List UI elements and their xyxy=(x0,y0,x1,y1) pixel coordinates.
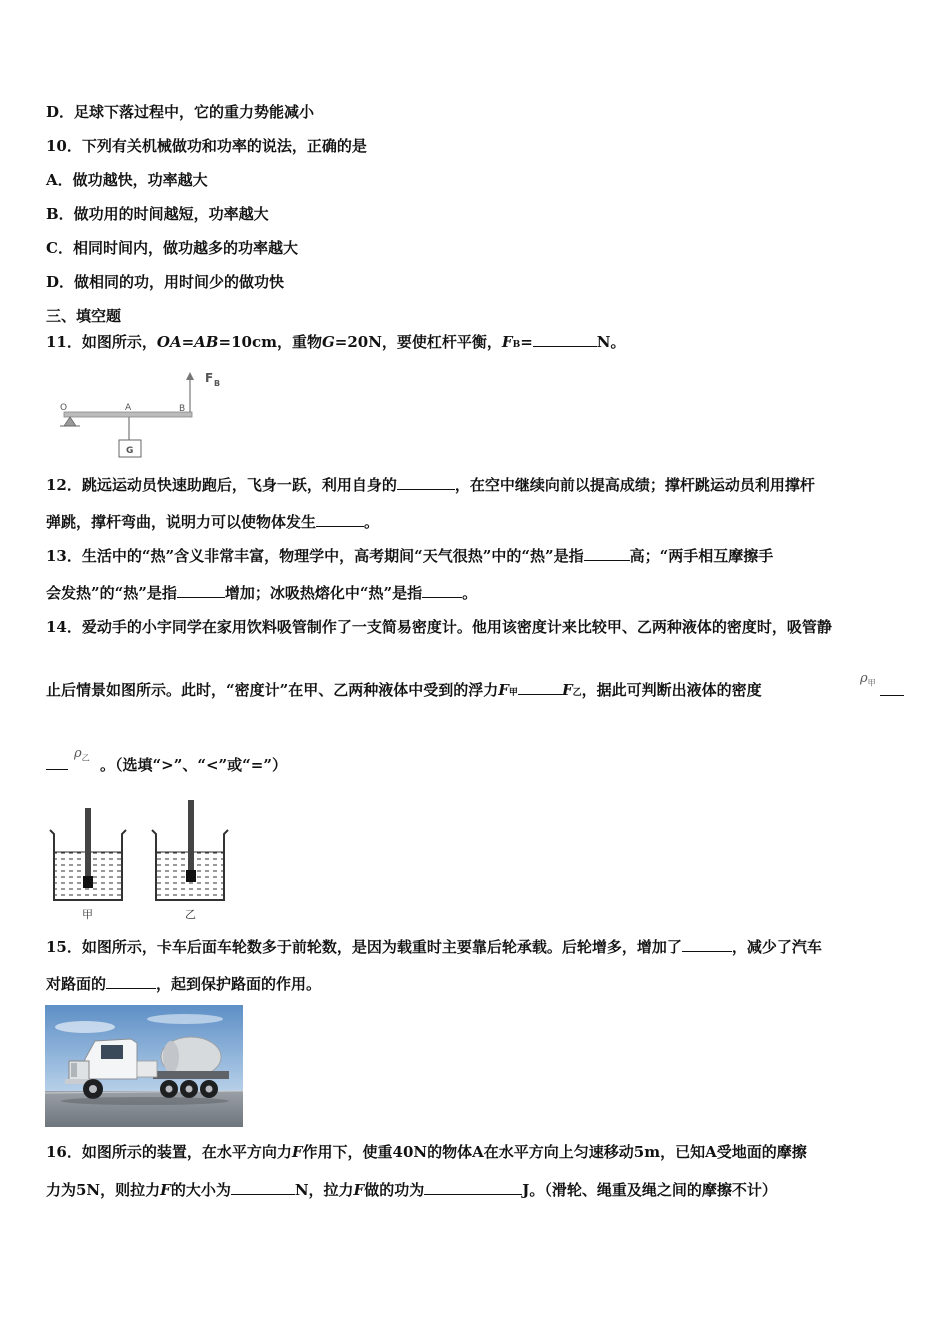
truck-photo xyxy=(45,1005,243,1127)
q16-f3: F xyxy=(353,1181,365,1199)
q14-f2-sub: 乙 xyxy=(572,688,582,698)
q12-d: 。 xyxy=(364,513,380,531)
option-a-q10: A．做功越快，功率越大 xyxy=(46,171,208,189)
q14-f1-sub: 甲 xyxy=(508,688,518,698)
q16-c: 力为5N，则拉力 xyxy=(46,1181,161,1199)
q13-blank-1[interactable] xyxy=(584,546,630,561)
rho-yi-symbol: ρ xyxy=(74,746,82,761)
beaker-label-jia: 甲 xyxy=(82,908,93,921)
q11-g: G xyxy=(321,333,335,351)
question-16-line2 xyxy=(46,1180,777,1199)
option-d-q9: D．足球下落过程中，它的重力势能减小 xyxy=(46,103,315,121)
rho-yi xyxy=(74,746,90,764)
rho-yi-sub: 乙 xyxy=(81,753,90,763)
question-11 xyxy=(46,332,625,354)
q16-blank-2[interactable] xyxy=(424,1180,522,1195)
question-12-line2 xyxy=(46,512,379,531)
q12-blank-2[interactable] xyxy=(316,512,364,527)
q13-blank-2[interactable] xyxy=(177,583,225,598)
q11-end: N。 xyxy=(596,333,626,351)
option-d-q10: D．做相同的功，用时间少的做功快 xyxy=(46,273,285,291)
lever-figure xyxy=(56,368,236,464)
q11-oa: OA xyxy=(156,333,182,351)
beaker-jia xyxy=(50,808,126,921)
question-12-line1 xyxy=(46,475,815,494)
q11-mid2: =20N，要使杠杆平衡， xyxy=(334,333,502,351)
q12-c: 弹跳，撑杆弯曲，说明力可以使物体发生 xyxy=(46,513,317,531)
lever-label-f: F xyxy=(205,371,214,385)
question-16-line1 xyxy=(46,1143,807,1161)
rho-jia-symbol: ρ xyxy=(860,671,868,686)
q14-c: ，据此可判断出液体的密度 xyxy=(581,681,762,699)
q14-blank-1[interactable] xyxy=(518,680,562,695)
beaker-yi xyxy=(152,800,228,921)
section-heading: 三、填空题 xyxy=(46,307,122,325)
q13-d: 增加；冰吸热熔化中“热”是指 xyxy=(224,584,423,602)
q15-blank-2[interactable] xyxy=(106,974,156,989)
question-15-line2 xyxy=(46,974,321,993)
q15-d: ，起到保护路面的作用。 xyxy=(156,975,322,993)
q14-blank-2b[interactable] xyxy=(46,755,68,770)
beakers-figure xyxy=(44,796,234,922)
q16-d: 的大小为 xyxy=(170,1181,231,1199)
q16-a: 16．如图所示的装置，在水平方向力 xyxy=(46,1143,292,1161)
q11-eq1: = xyxy=(181,333,195,351)
lever-label-o: O xyxy=(60,403,68,413)
option-b-q10: B．做功用的时间越短，功率越大 xyxy=(46,205,269,223)
q16-f1: F xyxy=(291,1143,303,1161)
q11-fb: F xyxy=(501,333,513,351)
q15-b: ，减少了汽车 xyxy=(731,938,822,956)
q11-pre: 11．如图所示， xyxy=(46,333,157,351)
question-13-line1 xyxy=(46,546,773,565)
q11-eq2: = xyxy=(520,333,533,351)
q15-blank-1[interactable] xyxy=(682,937,732,952)
lever-label-b: B xyxy=(179,404,186,414)
q14-f1: F xyxy=(498,681,509,699)
question-14-line1: 14．爱动手的小宇同学在家用饮料吸管制作了一支简易密度计。他用该密度计来比较甲、乙两种液体的密度时，吸管静 xyxy=(46,618,832,636)
q11-mid: =10cm，重物 xyxy=(218,333,322,351)
q16-f2: F xyxy=(160,1181,171,1199)
q14-blank-2a[interactable] xyxy=(880,681,904,696)
q13-a: 13．生活中的“热”含义非常丰富，物理学中，高考期间“天气很热”中的“热”是指 xyxy=(46,547,584,565)
q15-c: 对路面的 xyxy=(46,975,107,993)
beaker-label-yi: 乙 xyxy=(185,908,196,921)
q16-blank-1[interactable] xyxy=(231,1180,295,1195)
q14-d: 。（选填“>”、“<”或“=”） xyxy=(100,756,287,774)
lever-label-g: G xyxy=(126,446,134,456)
q11-answer-blank[interactable] xyxy=(533,332,597,347)
q13-e: 。 xyxy=(462,584,478,602)
q12-blank-1[interactable] xyxy=(397,475,455,490)
rho-jia-sub: 甲 xyxy=(867,678,876,688)
option-c-q10: C．相同时间内，做功越多的功率越大 xyxy=(46,239,298,257)
q16-g: 做的功为 xyxy=(364,1181,425,1199)
q14-b: 止后情景如图所示。此时，“密度计”在甲、乙两种液体中受到的浮力 xyxy=(46,681,499,699)
q12-b: ，在空中继续向前以提高成绩；撑杆跳运动员利用撑杆 xyxy=(454,476,815,494)
q13-b: 高；“两手相互摩擦手 xyxy=(629,547,774,565)
q15-a: 15．如图所示，卡车后面车轮数多于前轮数，是因为载重时主要靠后轮承载。后轮增多，增加了 xyxy=(46,938,682,956)
question-10-stem: 10．下列有关机械做功和功率的说法，正确的是 xyxy=(46,137,367,155)
q11-fb-sub: B xyxy=(512,340,521,350)
q12-a: 12．跳远运动员快速助跑后，飞身一跃，利用自身的 xyxy=(46,476,397,494)
lever-label-f-sub: B xyxy=(214,379,221,388)
q13-blank-3[interactable] xyxy=(422,583,462,598)
q11-ab: AB xyxy=(194,333,219,351)
q14-f2: F xyxy=(561,681,573,699)
q13-c: 会发热”的“热”是指 xyxy=(46,584,177,602)
q16-e: N，拉力 xyxy=(294,1181,354,1199)
question-15-line1 xyxy=(46,937,822,956)
question-14-line2 xyxy=(46,680,762,702)
question-13-line2 xyxy=(46,583,477,602)
rho-jia xyxy=(860,671,876,689)
lever-label-a: A xyxy=(125,403,132,413)
q16-b: 作用下，使重40N的物体A在水平方向上匀速移动5m，已知A受地面的摩擦 xyxy=(302,1143,807,1161)
q16-h: J。（滑轮、绳重及绳之间的摩擦不计） xyxy=(522,1181,777,1199)
